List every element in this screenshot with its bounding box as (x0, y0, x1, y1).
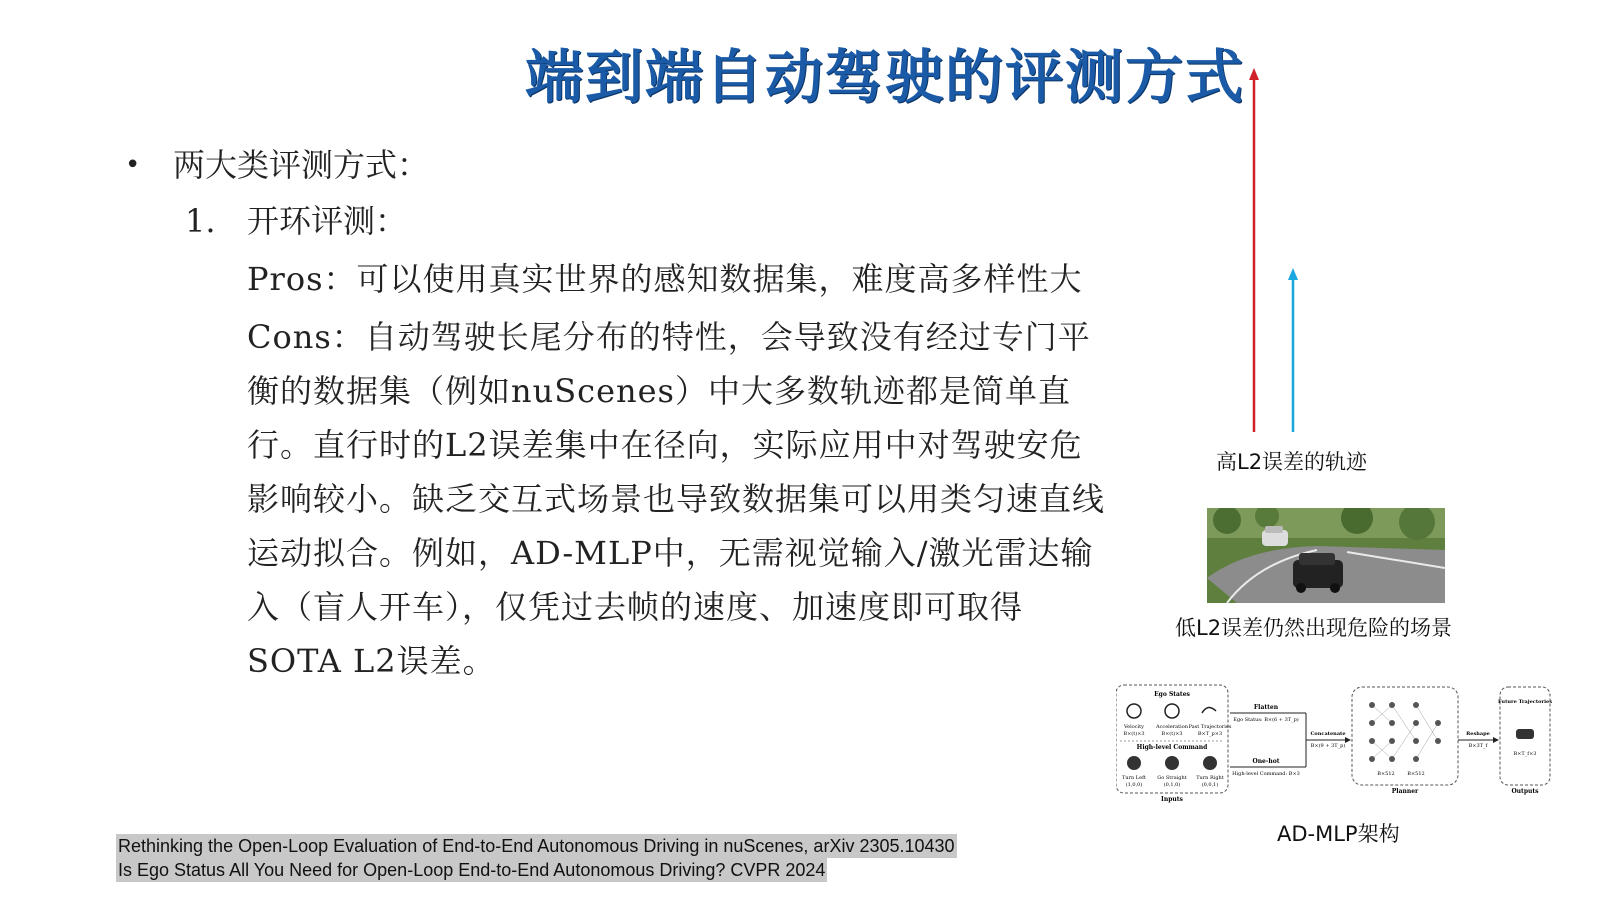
gt-arrowhead (1288, 268, 1298, 280)
bullet-dot-icon: • (125, 150, 141, 180)
reference-2: Is Ego Status All You Need for Open-Loop End-to-End Autonomous Driving? CVPR 2024 (118, 860, 826, 880)
svg-text:Reshape: Reshape (1466, 731, 1490, 737)
svg-text:B×512: B×512 (1407, 771, 1425, 777)
svg-text:Flatten: Flatten (1253, 704, 1279, 711)
ad-mlp-diagram (1116, 683, 1572, 805)
road-scene-image (1207, 508, 1445, 603)
svg-text:Go Straight: Go Straight (1157, 775, 1187, 781)
svg-text:Velocity: Velocity (1124, 724, 1144, 730)
svg-text:Acceleration: Acceleration (1156, 724, 1188, 730)
svg-text:B×(t)×3: B×(t)×3 (1161, 731, 1183, 737)
references (116, 834, 957, 882)
svg-text:Past Trajectories: Past Trajectories (1188, 724, 1232, 730)
svg-text:Turn Left: Turn Left (1122, 775, 1146, 781)
high-l2-arrowhead (1249, 68, 1259, 80)
numbered-item (185, 194, 1105, 248)
turn-right-icon (1203, 756, 1217, 770)
slide-title: 端到端自动驾驶的评测方式 (524, 43, 1245, 111)
svg-text:(1,0,0): (1,0,0) (1125, 782, 1143, 788)
svg-text:B×T_f×3: B×T_f×3 (1513, 751, 1537, 757)
svg-text:B×512: B×512 (1377, 771, 1395, 777)
cons-paragraph: Cons：自动驾驶长尾分布的特性，会导致没有经过专门平衡的数据集（例如nuScenes）中大多数轨迹都是简单直行。直行时的L2误差集中在径向，实际应用中对驾驶安危影响较小。缺乏交互式场景也导致数据集可以用类匀速直线运动拟合。例如，AD-MLP中，无需视觉输入/激光雷达输入（盲人开车），仅凭过去帧的速度、加速度即可取得SOTA L2误差。 (247, 318, 1106, 680)
svg-text:(0,0,1): (0,0,1) (1201, 782, 1219, 788)
bullet-item (125, 138, 1105, 192)
item-label: 开环评测： (247, 202, 408, 240)
svg-text:High-level Command: High-level Command (1136, 744, 1208, 751)
trajectory-arrows (1240, 60, 1320, 440)
slide-content (125, 138, 1105, 688)
svg-text:B×T_p×3: B×T_p×3 (1197, 731, 1223, 737)
svg-text:Outputs: Outputs (1511, 788, 1539, 795)
reference-1: Rethinking the Open-Loop Evaluation of End-to-End Autonomous Driving in nuScenes, arXiv 2305.10430 (118, 836, 955, 856)
velocity-icon (1127, 704, 1141, 718)
svg-text:(0,1,0): (0,1,0) (1163, 782, 1181, 788)
caption-low-l2: 低L2误差仍然出现危险的场景 (1175, 616, 1453, 640)
svg-text:B×(9 + 3T_p): B×(9 + 3T_p) (1310, 743, 1346, 749)
acceleration-icon (1165, 704, 1179, 718)
car-icon (1516, 729, 1534, 739)
planner-network (1372, 705, 1438, 759)
caption-high-l2: 高L2误差的轨迹 (1216, 450, 1368, 474)
svg-text:One-hot: One-hot (1252, 758, 1280, 765)
planner-nodes (1369, 702, 1441, 762)
turn-left-icon (1127, 756, 1141, 770)
past-traj-icon (1202, 707, 1216, 713)
go-straight-icon (1165, 756, 1179, 770)
caption-mlp: AD-MLP架构 (1277, 822, 1400, 846)
svg-text:B×(t)×3: B×(t)×3 (1123, 731, 1145, 737)
svg-text:Inputs: Inputs (1161, 796, 1183, 803)
svg-text:Turn Right: Turn Right (1196, 775, 1224, 781)
svg-text:Future Trajectories: Future Trajectories (1497, 699, 1553, 705)
svg-text:High-level Command: B×3: High-level Command: B×3 (1232, 771, 1300, 777)
item-number: 1. (185, 202, 216, 240)
svg-text:B×3T_f: B×3T_f (1468, 743, 1488, 749)
ego-states-label: Ego States (1154, 691, 1190, 698)
svg-text:Ego Status: B×(6 + 3T_p): Ego Status: B×(6 + 3T_p) (1233, 717, 1299, 723)
bullet-text: 两大类评测方式： (173, 146, 430, 184)
svg-text:Planner: Planner (1391, 788, 1419, 795)
svg-text:Concatenate: Concatenate (1310, 731, 1346, 737)
pros-paragraph: Pros：可以使用真实世界的感知数据集，难度高多样性大 (247, 260, 1083, 298)
